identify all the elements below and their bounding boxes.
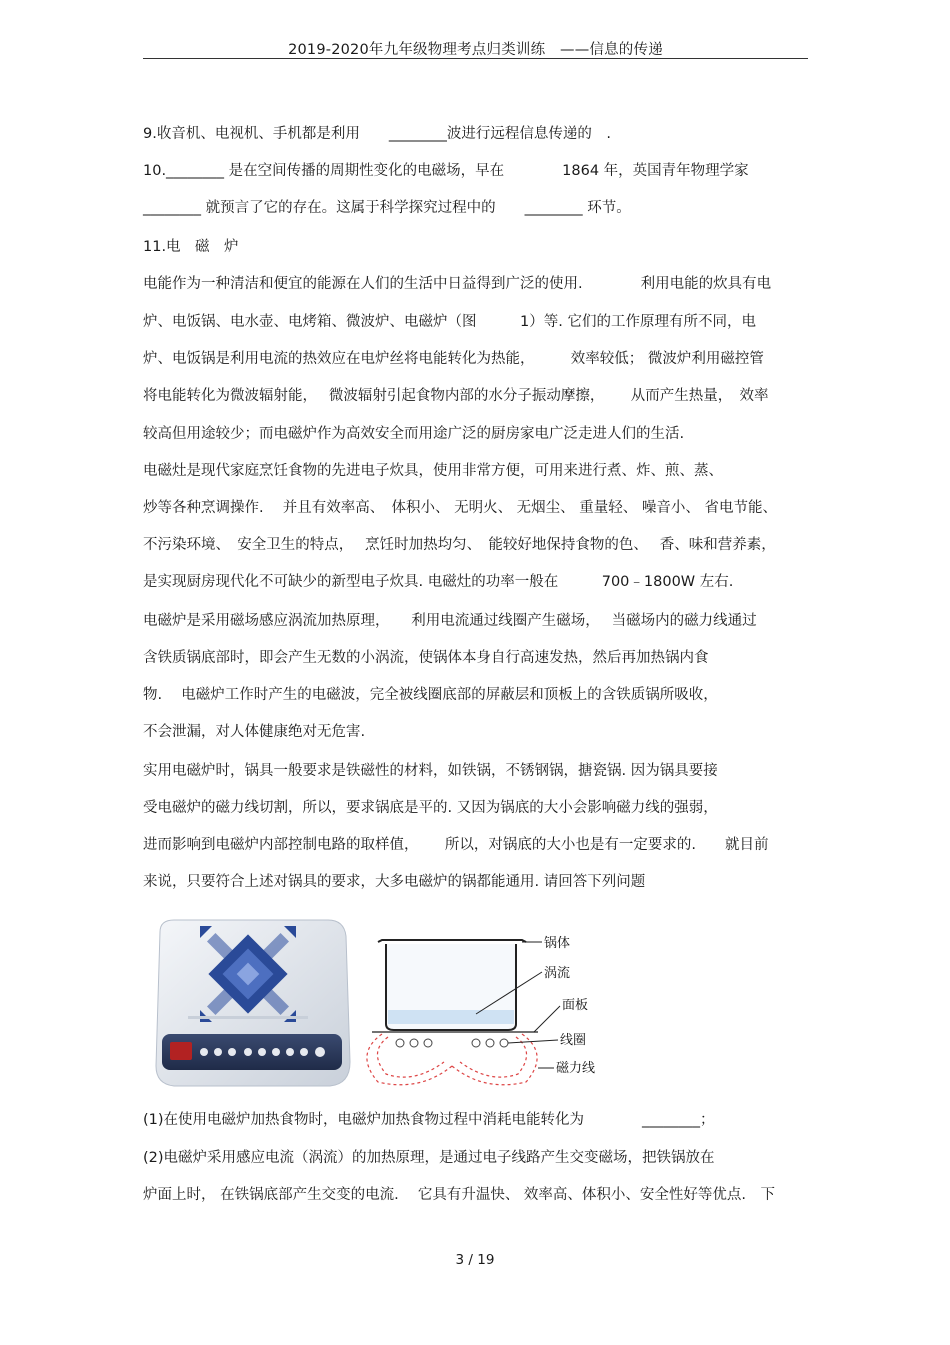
sub-question-1: (1)在使用电磁炉加热食物时，电磁炉加热食物过程中消耗电能转化为 ________；	[143, 1112, 715, 1128]
field-lines	[367, 1034, 537, 1085]
label-eddy: 涡流	[544, 966, 571, 981]
question-10-line-1: 10.________ 是在空间传播的周期性变化的电磁场，早在 1864 年，英国青年物理学家	[143, 163, 749, 179]
sub-question-2-line-2: 炉面上时， 在铁锅底部产生交变的电流. 它具有升温快、 效率高、体积小、安全性好等优点. 下	[143, 1187, 776, 1203]
display-icon	[170, 1042, 192, 1060]
paragraph-line: 将电能转化为微波辐射能， 微波辐射引起食物内部的水分子振动摩擦， 从而产生热量， 效率	[143, 388, 769, 404]
page-number: 3 / 19	[455, 1252, 495, 1268]
page-header: 2019-2020年九年级物理考点归类训练 ——信息的传递	[288, 42, 663, 58]
sub-question-2-line-1: (2)电磁炉采用感应电流（涡流）的加热原理，是通过电子线路产生交变磁场，把铁锅放在	[143, 1150, 715, 1166]
paragraph-line: 来说，只要符合上述对锅具的要求，大多电磁炉的锅都能通用. 请回答下列问题	[143, 874, 646, 890]
paragraph-line: 物. 电磁炉工作时产生的电磁波，完全被线圈底部的屏蔽层和顶板上的含铁质锅所吸收，	[143, 687, 718, 703]
paragraph-line: 电磁灶是现代家庭烹饪食物的先进电子炊具，使用非常方便，可用来进行煮、炸、煎、蒸、	[143, 463, 723, 479]
paragraph-line: 进而影响到电磁炉内部控制电路的取样值， 所以，对锅底的大小也是有一定要求的. 就目前	[143, 837, 769, 853]
paragraph-line: 含铁质锅底部时，即会产生无数的小涡流，使锅体本身自行高速发热，然后再加热锅内食	[143, 650, 709, 666]
label-coil: 线圈	[560, 1033, 587, 1048]
coil-circles	[396, 1039, 508, 1047]
paragraph-line: 电磁炉是采用磁场感应涡流加热原理， 利用电流通过线圈产生磁场， 当磁场内的磁力线通过	[143, 613, 757, 629]
paragraph-line: 炒等各种烹调操作. 并且有效率高、 体积小、 无明火、 无烟尘、 重量轻、 噪音小、 省电节能、	[143, 500, 778, 516]
label-field: 磁力线	[556, 1061, 596, 1076]
induction-cooker-figure	[150, 912, 610, 1092]
cooking-zone-pattern	[200, 926, 296, 1022]
paragraph-line: 是实现厨房现代化不可缺少的新型电子炊具. 电磁灶的功率一般在 700﹣1800W 左右.	[143, 574, 734, 590]
question-11-title: 11.电 磁 炉	[143, 239, 239, 255]
question-10-line-2: ________ 就预言了它的存在。这属于科学探究过程中的 ________ 环节。	[143, 200, 631, 216]
paragraph-line: 不会泄漏，对人体健康绝对无危害.	[143, 724, 366, 740]
label-pot: 锅体	[544, 936, 571, 951]
paragraph-line: 实用电磁炉时，锅具一般要求是铁磁性的材料，如铁锅，不锈钢锅，搪瓷锅. 因为锅具要接	[143, 763, 718, 779]
question-9: 9.收音机、电视机、手机都是利用 ________波进行远程信息传递的 .	[143, 126, 611, 142]
paragraph-line: 电能作为一种清洁和便宜的能源在人们的生活中日益得到广泛的使用. 利用电能的炊具有电	[143, 276, 772, 292]
paragraph-line: 炉、电饭锅是利用电流的热效应在电炉丝将电能转化为热能， 效率较低； 微波炉利用磁控管	[143, 351, 764, 367]
header-rule	[143, 58, 808, 59]
figure-svg	[150, 912, 610, 1092]
water-area	[388, 1010, 514, 1024]
paragraph-line: 受电磁炉的磁力线切割，所以，要求锅底是平的. 又因为锅底的大小会影响磁力线的强弱，	[143, 800, 718, 816]
cross-section-diagram	[367, 935, 595, 1085]
paragraph-line: 不污染环境、 安全卫生的特点， 烹饪时加热均匀、 能较好地保持食物的色、 香、味和营养素，	[143, 537, 776, 553]
paragraph-line: 较高但用途较少；而电磁炉作为高效安全而用途广泛的厨房家电广泛走进人们的生活.	[143, 426, 685, 442]
paragraph-line: 炉、电饭锅、电水壶、电烤箱、微波炉、电磁炉（图 1）等. 它们的工作原理有所不同，电	[143, 314, 756, 330]
cooker-photo	[156, 920, 350, 1086]
label-panel: 面板	[562, 998, 589, 1013]
